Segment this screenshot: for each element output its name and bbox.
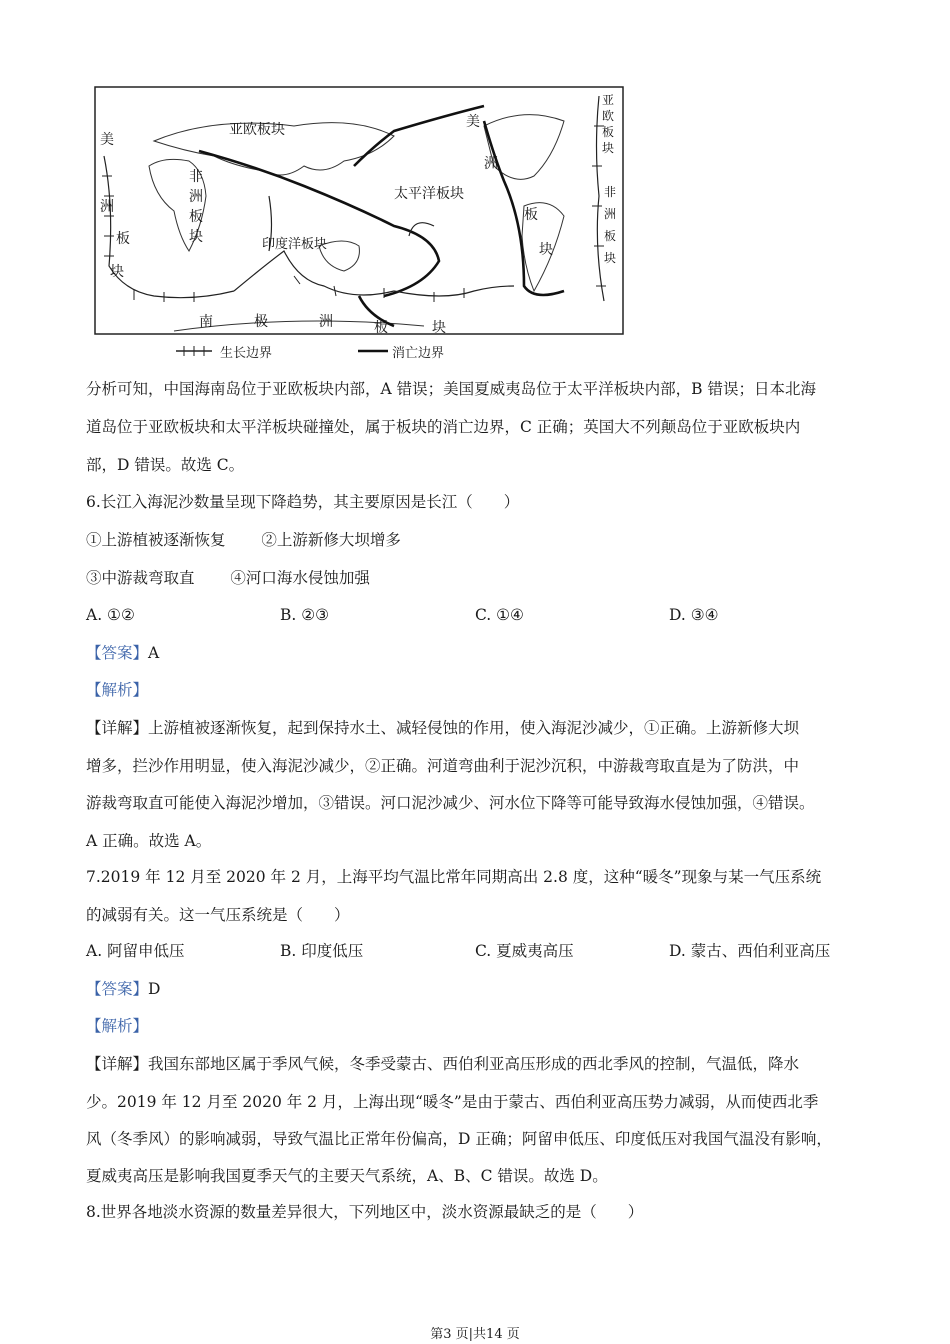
label-americas-right-2: 洲 bbox=[484, 156, 498, 172]
legend-subduction-label: 消亡边界 bbox=[392, 346, 445, 361]
q7-detail-3: 风（冬季风）的影响减弱，导致气温比正常年份偏高，D 正确；阿留申低压、印度低压对我国气温没有影响， bbox=[86, 1130, 832, 1148]
question-6-statements-1: ①上游植被逐渐恢复 ②上游新修大坝增多 bbox=[86, 531, 401, 549]
label-eurasia-right-4: 块 bbox=[602, 141, 615, 155]
question-7-cont: 的减弱有关。这一气压系统是（ ） bbox=[86, 906, 350, 924]
label-africa-right-2: 洲 bbox=[604, 207, 617, 221]
q7-detail-1 bbox=[86, 1054, 799, 1074]
label-americas-left-3: 板 bbox=[116, 231, 130, 247]
q7-answer bbox=[86, 979, 160, 999]
label-americas-left-2: 洲 bbox=[100, 199, 114, 215]
label-antarctic-2: 极 bbox=[254, 314, 268, 330]
legend-growth-label: 生长边界 bbox=[220, 346, 273, 361]
label-africa-2: 洲 bbox=[189, 189, 203, 205]
q6-option-c: C. ①④ bbox=[475, 606, 524, 624]
label-africa-1: 非 bbox=[189, 169, 203, 185]
label-americas-right-4: 块 bbox=[539, 242, 553, 258]
label-americas-right-3: 板 bbox=[524, 207, 538, 223]
label-africa-right-3: 板 bbox=[604, 229, 617, 243]
detail-text: 上游植被逐渐恢复，起到保持水土、减轻侵蚀的作用，使入海泥沙减少，①正确。上游新修大坝 bbox=[148, 719, 800, 737]
answer-tag: 【答案】 bbox=[86, 644, 149, 662]
legend-growth-symbol bbox=[176, 346, 212, 356]
q7-option-a: A. 阿留申低压 bbox=[86, 942, 185, 960]
q6-analysis-tag bbox=[86, 680, 148, 700]
q6-answer bbox=[86, 643, 159, 663]
text-line: 部，D 错误。故选 C。 bbox=[86, 456, 245, 474]
legend-subduction-symbol bbox=[358, 348, 388, 354]
q6-option-a: A. ①② bbox=[86, 606, 135, 624]
label-eurasia-right-3: 板 bbox=[602, 125, 615, 139]
label-africa-right-1: 非 bbox=[604, 185, 617, 199]
q6-option-b: B. ②③ bbox=[280, 606, 330, 624]
label-africa-3: 板 bbox=[189, 209, 203, 225]
label-antarctic-4: 板 bbox=[374, 320, 388, 336]
analysis-tag: 【解析】 bbox=[86, 1017, 149, 1035]
q6-detail-4: A 正确。故选 A。 bbox=[86, 832, 212, 850]
answer-value: D bbox=[148, 980, 161, 998]
answer-value: A bbox=[148, 644, 160, 662]
q7-detail-2: 少。2019 年 12 月至 2020 年 2 月，上海出现“暖冬”是由于蒙古、西伯利亚高压势力减弱，从而使西北季 bbox=[86, 1093, 819, 1111]
q7-option-b: B. 印度低压 bbox=[280, 942, 364, 960]
q7-analysis-tag bbox=[86, 1016, 148, 1036]
label-africa-right-4: 块 bbox=[604, 251, 617, 265]
text-line: 道岛位于亚欧板块和太平洋板块碰撞处，属于板块的消亡边界，C 正确；英国大不列颠岛位于亚欧板块内 bbox=[86, 418, 801, 436]
label-americas-right-1: 美 bbox=[466, 114, 480, 130]
q6-detail-3: 游裁弯取直可能使入海泥沙增加，③错误。河口泥沙减少、河水位下降等可能导致海水侵蚀加强，④错误。 bbox=[86, 794, 815, 812]
text-line: 分析可知，中国海南岛位于亚欧板块内部，A 错误；美国夏威夷岛位于太平洋板块内部，B 错误；日本北海 bbox=[86, 380, 816, 398]
label-americas-left-1: 美 bbox=[100, 132, 114, 148]
q7-detail-4: 夏威夷高压是影响我国夏季天气的主要天气系统，A、B、C 错误。故选 D。 bbox=[86, 1167, 608, 1185]
detail-text: 我国东部地区属于季风气候，冬季受蒙古、西伯利亚高压形成的西北季风的控制，气温低，降水 bbox=[148, 1055, 800, 1073]
question-6-statements-2: ③中游裁弯取直 ④河口海水侵蚀加强 bbox=[86, 569, 370, 587]
label-eurasia-right-2: 欧 bbox=[602, 109, 615, 123]
q7-option-d: D. 蒙古、西伯利亚高压 bbox=[669, 942, 831, 960]
question-8: 8.世界各地淡水资源的数量差异很大，下列地区中，淡水资源最缺乏的是（ ） bbox=[86, 1203, 644, 1221]
label-indian: 印度洋板块 bbox=[262, 237, 328, 252]
q6-detail-2: 增多，拦沙作用明显，使入海泥沙减少，②正确。河道弯曲利于泥沙沉积，中游裁弯取直是为了防洪，中 bbox=[86, 757, 800, 775]
q6-option-d: D. ③④ bbox=[669, 606, 719, 624]
label-eurasia-right-1: 亚 bbox=[602, 93, 615, 107]
label-americas-left-4: 块 bbox=[110, 264, 124, 280]
page-footer: 第3 页|共14 页 bbox=[430, 1327, 520, 1342]
detail-tag: 【详解】 bbox=[86, 1055, 149, 1073]
label-eurasia: 亚欧板块 bbox=[229, 122, 285, 138]
question-6: 6.长江入海泥沙数量呈现下降趋势，其主要原因是长江（ ） bbox=[86, 493, 520, 511]
label-antarctic-5: 块 bbox=[432, 320, 446, 336]
q7-option-c: C. 夏威夷高压 bbox=[475, 942, 574, 960]
label-pacific: 太平洋板块 bbox=[394, 186, 464, 202]
answer-tag: 【答案】 bbox=[86, 980, 149, 998]
question-7: 7.2019 年 12 月至 2020 年 2 月，上海平均气温比常年同期高出 2.8 度，这种“暖冬”现象与某一气压系统 bbox=[86, 868, 822, 886]
label-antarctic-3: 洲 bbox=[319, 314, 333, 330]
plate-map-figure bbox=[94, 86, 624, 336]
q6-detail-1 bbox=[86, 718, 799, 738]
detail-tag: 【详解】 bbox=[86, 719, 149, 737]
label-africa-4: 块 bbox=[189, 229, 203, 245]
analysis-tag: 【解析】 bbox=[86, 681, 149, 699]
label-antarctic-1: 南 bbox=[199, 314, 213, 330]
